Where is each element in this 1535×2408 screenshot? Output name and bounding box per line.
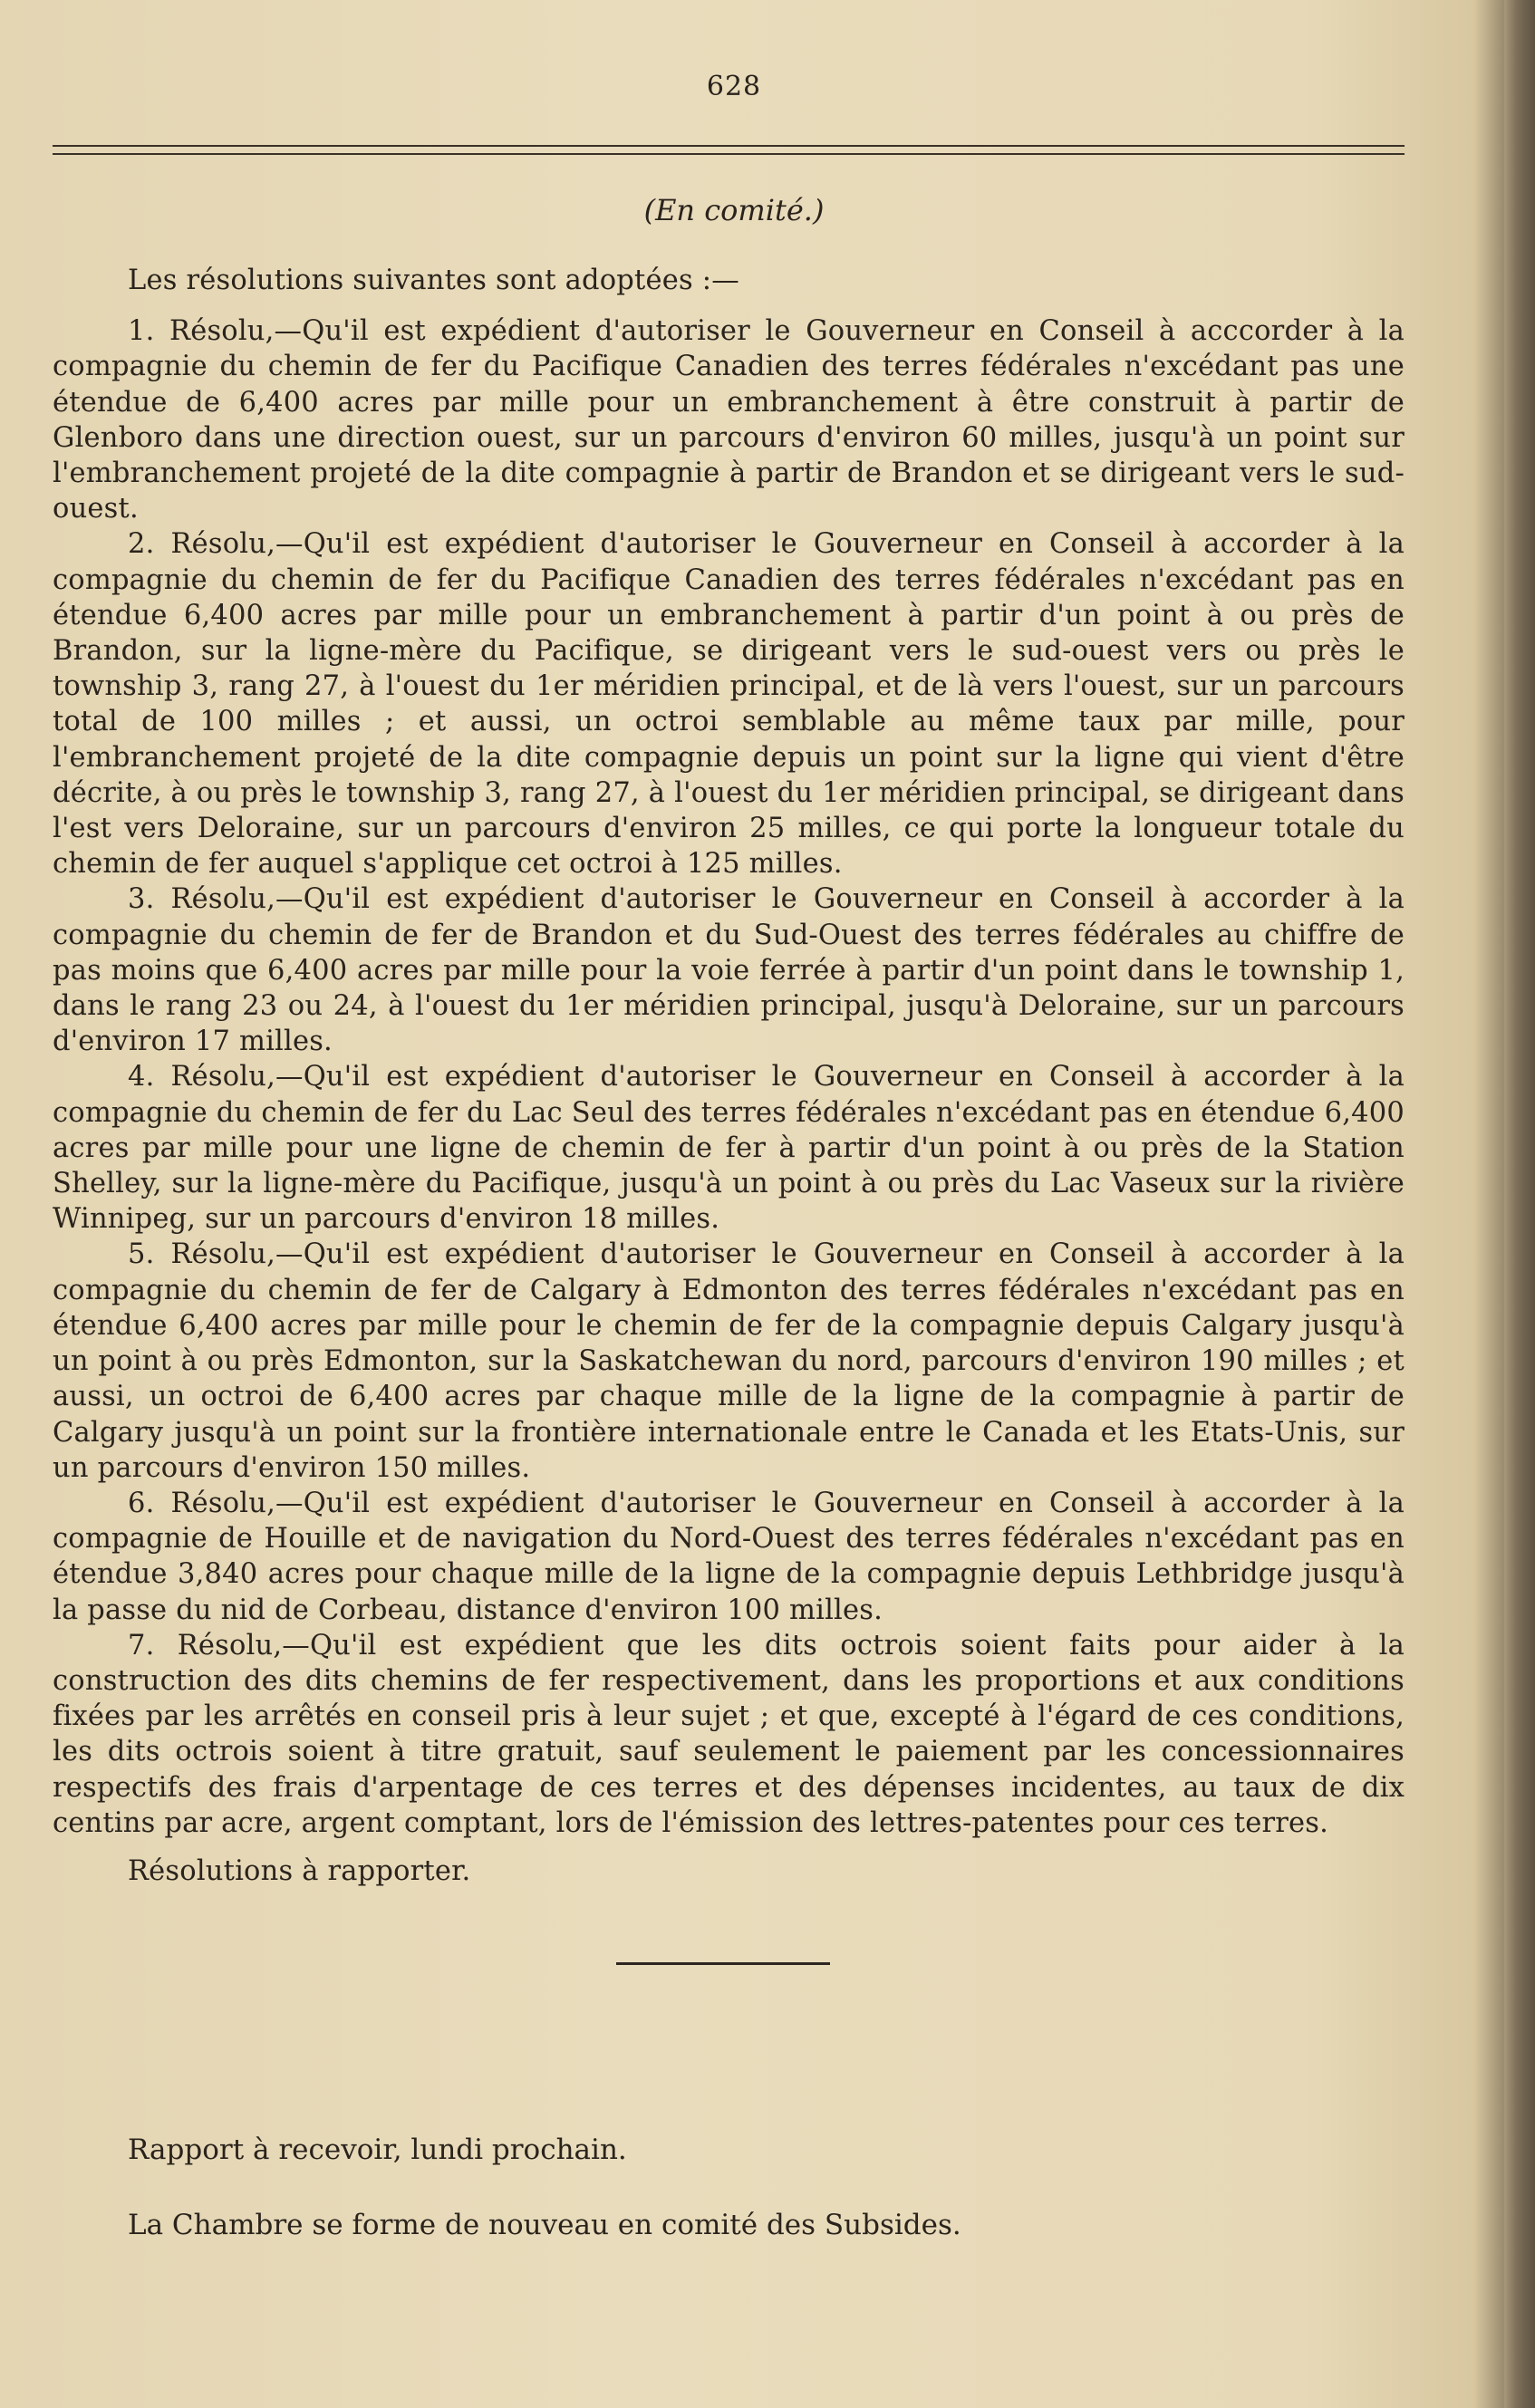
notice-report: Rapport à recevoir, lundi prochain.: [128, 2133, 627, 2166]
section-divider: [616, 1962, 830, 1965]
resolution-6: 6. Résolu,—Qu'il est expédient d'autoriser le Gouverneur en Conseil à accorder à la compagnie de Houille et de navigation du Nord-Ouest des terres fédérales n'excédant pas en étendue 3,840 acres pour chaque mille de la ligne de la compagnie depuis Lethbridge jusqu'à la passe du nid de Corbeau, distance d'environ 100 milles.: [53, 1487, 1405, 1626]
resolution-5: 5. Résolu,—Qu'il est expédient d'autoriser le Gouverneur en Conseil à accorder à la compagnie du chemin de fer de Calgary à Edmonton des terres fédérales n'excédant pas en étendue 6,400 acres par mille pour le chemin de fer de la compagnie depuis Calgary jusqu'à un point à ou près Edmonton, sur la Saskatchewan du nord, parcours d'environ 190 milles ; et aussi, un octroi de 6,400 acres par chaque mille de la ligne de la compagnie à partir de Calgary jusqu'à un point sur la frontière internationale entre le Canada et les Etats-Unis, sur un parcours d'environ 150 milles.: [53, 1238, 1405, 1484]
resolution-2: 2. Résolu,—Qu'il est expédient d'autoriser le Gouverneur en Conseil à accorder à la compagnie du chemin de fer du Pacifique Canadien des terres fédérales n'excédant pas en étendue 6,400 acres par mille pour un embranchement à partir d'un point à ou près de Brandon, sur la ligne-mère du Pacifique, se dirigeant vers le sud-ouest vers ou près le township 3, rang 27, à l'ouest du 1er méridien principal, et de là vers l'ouest, sur un parcours total de 100 milles ; et aussi, un octroi semblable au même taux par mille, pour l'embranchement projeté de la dite compagnie depuis un point sur la ligne qui vient d'être décrite, à ou près le township 3, rang 27, à l'ouest du 1er méridien principal, se dirigeant dans l'est vers Deloraine, sur un parcours d'environ 25 milles, ce qui porte la longueur totale du chemin de fer auquel s'applique cet octroi à 125 milles.: [53, 528, 1405, 881]
resolution-3: 3. Résolu,—Qu'il est expédient d'autoriser le Gouverneur en Conseil à accorder à la compagnie du chemin de fer de Brandon et du Sud-Ouest des terres fédérales au chiffre de pas moins que 6,400 acres par mille pour la voie ferrée à partir d'un point dans le township 1, dans le rang 23 ou 24, à l'ouest du 1er méridien principal, jusqu'à Deloraine, sur un parcours d'environ 17 milles.: [53, 883, 1405, 1058]
resolution-4: 4. Résolu,—Qu'il est expédient d'autoriser le Gouverneur en Conseil à accorder à la compagnie du chemin de fer du Lac Seul des terres fédérales n'excédant pas en étendue 6,400 acres par mille pour une ligne de chemin de fer à partir d'un point à ou près de la Station Shelley, sur la ligne-mère du Pacifique, jusqu'à un point à ou près du Lac Vaseux sur la rivière Winnipeg, sur un parcours d'environ 18 milles.: [53, 1061, 1405, 1236]
intro-paragraph: Les résolutions suivantes sont adoptées :—: [128, 265, 739, 296]
committee-heading: (En comité.): [643, 193, 825, 227]
resolution-7: 7. Résolu,—Qu'il est expédient que les dits octrois soient faits pour aider à la construction des dits chemins de fer respectivement, dans les proportions et aux conditions fixées par les arrêtés en conseil pris à leur sujet ; et que, excepté à l'égard de ces conditions, les dits octrois soient à titre gratuit, sauf seulement le paiement par les concessionnaires respectifs des frais d'arpentage de ces terres et des dépenses incidentes, au taux de dix centins par acre, argent comptant, lors de l'émission des lettres-patentes pour ces terres.: [53, 1629, 1405, 1839]
resolution-1: 1. Résolu,—Qu'il est expédient d'autoriser le Gouverneur en Conseil à acccorder à la compagnie du chemin de fer du Pacifique Canadien des terres fédérales n'excédant pas une étendue de 6,400 acres par mille pour un embranchement à être construit à partir de Glenboro dans une direction ouest, sur un parcours d'environ 60 milles, jusqu'à un point sur l'embranchement projeté de la dite compagnie à partir de Brandon et se dirigeant vers le sud-ouest.: [53, 315, 1405, 525]
header-rule-top: [53, 145, 1405, 147]
book-spine-shadow: [1504, 0, 1535, 2408]
header-double-rule: [53, 145, 1405, 158]
page-number: 628: [706, 71, 762, 102]
header-rule-bottom: [53, 153, 1405, 155]
notice-committee: La Chambre se forme de nouveau en comité des Subsides.: [128, 2209, 961, 2241]
closing-line: Résolutions à rapporter.: [128, 1854, 471, 1887]
resolutions-body: [53, 263, 1405, 1889]
